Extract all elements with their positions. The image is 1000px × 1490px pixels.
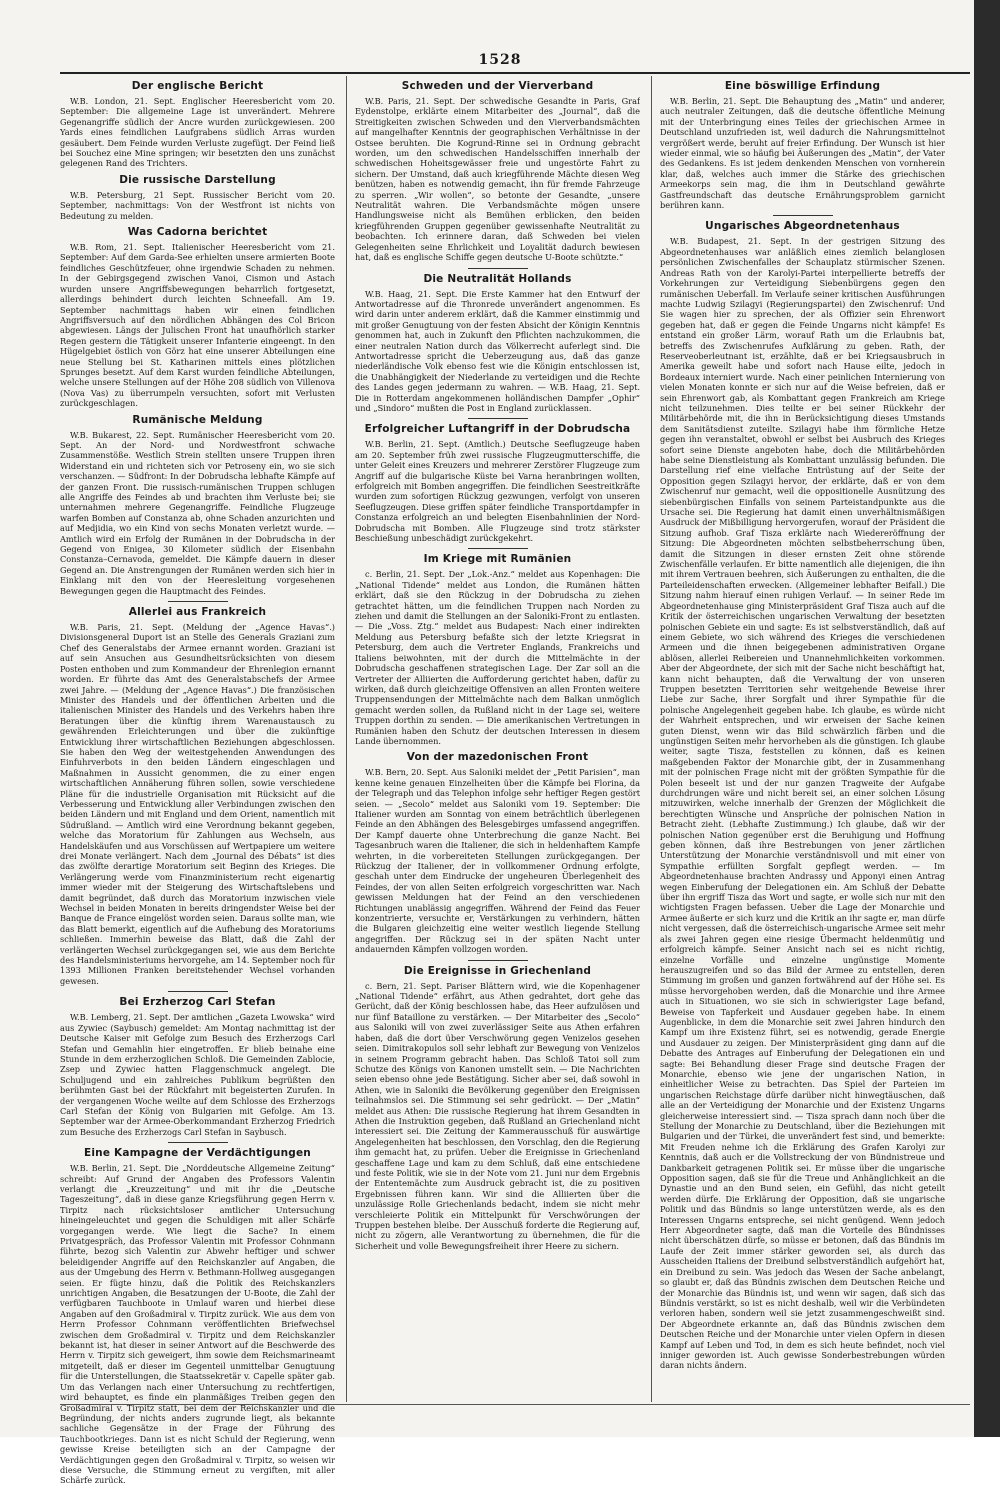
column-middle	[355, 76, 640, 1255]
separator-rule	[468, 418, 528, 419]
article-heading: Was Cadorna berichtet	[127, 226, 268, 239]
article-heading: Von der mazedonischen Front	[406, 751, 589, 764]
article	[355, 272, 640, 414]
separator-rule	[168, 991, 228, 992]
article	[60, 413, 335, 597]
article-text: W.B. Haag, 21. Sept. Die Erste Kammer hat den Entwurf der Antwortadresse auf die Thronrede unverändert angenommen. Es wird darin unter anderem erklärt, daß die Kammer einstimmig und mit großer Genugtuung von der festen Absicht der Königin Kenntnis genommen hat, auch in Zukunft den Pflichten nachzukommen, die einer neutralen Nation durch das Völkerrecht auferlegt sind. Die Antwortadresse spricht die Ueberzeugung aus, daß das ganze niederländische Volk ebenso fest wie die Königin entschlossen ist, die Unabhängigkeit der Niederlande zu verteidigen und die Rechte des Landes gegen jedermann zu wahren. — W.B. Haag, 21. Sept. Die in Rotterdam angekommenen holländischen Dampfer „Ophir“ und „Sindoro“ mußten die Post in England zurücklassen.	[355, 288, 640, 413]
article-heading: Die Neutralität Hollands	[423, 272, 572, 285]
article-heading: Ungarisches Abgeordnetenhaus	[705, 220, 900, 233]
article-heading: Im Kriege mit Rumänien	[423, 553, 572, 566]
separator-rule	[468, 960, 528, 961]
article-heading: Die russische Darstellung	[119, 173, 276, 186]
article	[660, 219, 945, 1370]
article	[60, 1146, 335, 1486]
article	[60, 995, 335, 1137]
article-text: c. Berlin, 21. Sept. Der „Lok.-Anz.“ meldet aus Kopenhagen: Die „National Tidende“ meldet aus London, die Rumänen hätten erklärt, daß sie den Rückzug in der Dobrudscha zu ziehen getrachtet hätten, um die feindlichen Truppen nach Norden zu ziehen und damit die Stellungen an der Saloniki-Front zu entlasten. — Die „Voss. Ztg.“ meldet aus Budapest: Nach einer indirekten Meldung aus Petersburg befaßte sich der letzte Kriegsrat in Petersburg, dem auch die Vertreter Englands, Frankreichs und Italiens beiwohnten, mit der durch die Mittelmächte in der Dobrudscha geschaffenen strategischen Lage. Der Zar soll an die Vertreter der Alliierten die Aufforderung gerichtet haben, dafür zu wirken, daß durch gleichzeitige Offensiven an allen Fronten weitere Truppensendungen der Mittelmächte nach dem Balkan unmöglich gemacht werden sollen, da Rußland nicht in der Lage sei, weitere Truppen dorthin zu senden. — Die amerikanischen Vertretungen in Rumänien haben den Schutz der deutschen Interessen in diesem Lande übernommen.	[355, 569, 640, 746]
article-text: W.B. London, 21. Sept. Englischer Heeresbericht vom 20. September: Die allgemeine Lage ist unverändert. Mehrere Gegenangriffe südlich der Ancre wurden zurückgewiesen. 200 Yards eines feindlichen Laufgrabens südlich Arras wurden gesäubert. Dem Feinde wurden Verluste zugefügt. Der Feind ließ bei Souchez eine Mine springen; wir besetzten den uns zunächst gelegenen Rand des Trichters.	[60, 96, 335, 169]
column-right	[660, 76, 945, 1375]
separator-rule	[468, 268, 528, 269]
separator-rule	[773, 215, 833, 216]
article-text: W.B. Petersburg, 21 Sept. Russischer Bericht vom 20. September, nachmittags: Von der Westfront ist nichts von Bedeutung zu melden.	[60, 189, 335, 221]
article-heading: Eine böswillige Erfindung	[724, 80, 881, 92]
article-heading: Allerlei aus Frankreich	[128, 606, 267, 619]
top-rule	[60, 72, 970, 74]
article-heading: Rumänische Meldung	[132, 413, 263, 426]
article-heading: Schweden und der Vierverband	[401, 80, 594, 92]
separator-rule	[168, 1142, 228, 1143]
page-edge-shadow	[974, 0, 1000, 1437]
article	[355, 79, 640, 263]
article-text: W.B. Bern, 20. Sept. Aus Saloniki meldet der „Petit Parisien“, man kenne keine genauen Einzelheiten über die Kämpfe bei Florina, da der Telegraph und das Telephon infolge sehr heftiger Regen gestört seien. — „Secolo“ meldet aus Saloniki vom 19. September: Die Italiener wurden am Sonntag von einem beträchtlich überlegenen Feinde an den Abhängen des Belesgebirges umfassend angegriffen. Der Kampf dauerte ohne Unterbrechung die ganze Nacht. Bei Tagesanbruch waren die Italiener, die sich in heldenhaftem Kampfe wehrten, in die vorbereiteten Stellungen zurückgegangen. Der Rückzug der Italiener, der in vollkommener Ordnung erfolgte, geschah unter dem Eindrucke der ungeheuren Überlegenheit des Feindes, der von allen Seiten erfolgreich vorgeschritten war. Nach gewissen Meldungen hat der Feind an den verschiedenen Richtungen unablässig angegriffen. Während der Feind das Feuer konzentrierte, versuchte er, Verstärkungen zu verhindern, hätten die Bulgaren gleichzeitig eine weiter westlich liegende Stellung angegriffen. Der Rückzug sei in der späten Nacht unter andauernden Kämpfen vollzogen worden.	[355, 767, 640, 955]
article-text: W.B. Budapest, 21. Sept. In der gestrigen Sitzung des Abgeordnetenhauses war anläßlich eines ziemlich belanglosen persönlichen Zwischenfalles der Schauplatz stürmischer Szenen. Andreas Rath von der Karolyi-Partei interpellierte betreffs der Vorkehrungen zur Verteidigung Siebenbürgens gegen den rumänischen Ueberfall. Im Verlaufe seiner kritischen Ausführungen machte Ludwig Szilagyi (Regierungspartei) den Zwischenruf: Und Sie wagen hier zu sprechen, der als Offizier sein Ehrenwort gegeben hat, daß er gegen die Feinde Ungarns nicht kämpfe! Es entstand ein großer Lärm, worauf Rath um die Erlaubnis bat, betreffs des Zwischenrufes Aufklärung zu geben. Rath, der Reserveoberleutnant ist, erzählte, daß er bei Kriegsausbruch in Amerika geweilt habe und sofort nach Hause eilte, jedoch in Bordeaux interniert wurde. Nach einer peinlichen Internierung von vielen Monaten konnte er sich nur auf die Weise befreien, daß er sein Ehrenwort gab, als Kombattant gegen Frankreich am Kriege nicht teilzunehmen. Dies teilte er bei seiner Rückkehr der Militärbehörde mit, die ihn in Berücksichtigung dieses Umstands dem Sanitätsdienst zuteilte. Szilagyi habe ihm förmliche Hetze gegen ihn veranstaltet, obwohl er selbst bei Ausbruch des Krieges sofort seine Dienste angeboten habe, doch die Militärbehörden habe seine Dienstleistung als Kombattant unzulässig befunden. Die Darstellung rief eine vielfache Entrüstung auf der Seite der Opposition gegen Szilagyi hervor, der erklärte, daß er von dem Zwischenruf nur gemacht, weil die oppositionelle Ausnützung des siebenbürgischen Einfalls von seinem Parteistandpunkte aus die Ursache sei. Die Regierung hat damit einen unverhältnismäßigen Ausdruck der Mißbilligung hervorgerufen, worauf der Präsident die Sitzung aufhob. Graf Tisza erklärte nach Wiedereröffnung der Sitzung: Die Abgeordneten möchten selbstbeherrschung üben, damit die Sitzungen in dieser ernsten Zeit ohne störende Zwischenfälle verlaufen. Er bitte namentlich alle diejenigen, die ihn mit ihrem Vertrauen beehren, sich Äußerungen zu enthalten, die die Parteileidenschaften erwecken. (Allgemeiner lebhafter Beifall.) Die Sitzung nahm hierauf einen ruhigen Verlauf. — In seiner Rede im Abgeordnetenhause ging Ministerpräsident Graf Tisza auch auf die Kritik der österreichischen ungarischen Verwaltung der besetzten polnischen Gebiete ein und sagte: Es ist selbstverständlich, daß auf einem Gebiete, wo sich während des Krieges die verschiedenen Armeen und die ihnen beigegebenen administrativen Organe ablösen, allerlei Reibereien und Unannehmlichkeiten vorkommen. Aber der Abgeordnete, der sich mit der Sache nicht beschäftigt hat, kann nicht behaupten, daß die Verwaltung der von unseren Truppen besetzten Territorien sehr weitgehende Beweise ihrer Liebe zur Sache, ihrer Sorgfalt und ihrer Sympathie für die polnische Angelegenheit gegeben habe. Ich glaube, es würde nicht der Wahrheit entsprechen, und wir erweisen der Sache keinen guten Dienst, wenn wir das Bild schwärzlich färben und die ungünstigen Seiten mehr hervorheben als die günstigen. Ich glaube weiter, sagte Tisza, feststellen zu können, daß es keinen maßgebenden Faktor der Monarchie gibt, der in Zusammenhang mit der polnischen Frage nicht mit der größten Sympathie für die Polen beseelt ist und der nur ganzen Tragweite der Aufgabe durchdrungen wäre und nicht bereit sei, an einer solchen Lösung mitzuwirken, welche innerhalb der Grenzen der Möglichkeit die berechtigten Wünsche und Ansprüche der polnischen Nation in Betracht zieht. (Lebhafte Zustimmung.) Ich glaube, daß wir der polnischen Nation gegenüber erst die Beruhigung und Hoffnung geben können, daß ihre Bestrebungen von jener zärtlichen Unterstützung der Monarchie verständnisvoll und mit einer von Sympathie erfüllten Sorgfalt gepflegt werden. — Im Abgeordnetenhause brachten Andrassy und Apponyi einen Antrag wegen Einberufung der Delegationen ein. Am Schluß der Debatte über ihn ergriff Tisza das Wort und sagte, er wolle sich nur mit den wichtigsten Fragen befassen. Ueber die Lage der Monarchie und Armee äußerte er sich kurz und die Kritik an ihr sagte er, man dürfe nicht vergessen, daß die österreichisch-ungarische Armee seit mehr als zwei Jahren gegen eine riesige Übermacht heldenmütig und erfolgreich kämpfe. Seiner Ansicht nach sei es nicht richtig, einzelne Vorfälle und einzelne ungünstige Momente herauszugreifen und so das Bild der Armee zu entstellen, deren Stimmung im großen und ganzen fortwährend auf der Höhe sei. Es müsse hervorgehoben werden, daß die Monarchie und ihre Armee auch in Situationen, wo sie sich in schwierigster Lage befand, Beweise von Tapferkeit und Ausdauer gegeben habe. In einem Augenblicke, in dem die Monarchie seit zwei Jahren hindurch den Kampf um ihre Existenz führt, sei es notwendig, gerade Energie und Ausdauer zu zeigen. Der Ministerpräsident ging dann auf die Debatte des Antrages auf Einberufung der Delegationen ein und sagte: Bei Behandlung dieser Frage sind deutsche Fragen der Monarchie, ebenso wie jene der ungarischen Nation, in einheitlicher Weise zu betrachten. Das Spiel der Parteien im ungarischen Reichstage dürfe darüber nicht hinwegtäuschen, daß alle an der Verteidigung der Monarchie und der Existenz Ungarns gleicherweise interessiert sind. — Tisza sprach dann noch über die Stellung der Monarchie zu Deutschland, über die Beziehungen mit Bulgarien und der Türkei, die unverändert fest sind, und bemerkte: Mit Freuden nehme ich die Erklärung des Grafen Karolyi zur Kenntnis, daß auch er die Vollstreckung der von Bündnistreue und Dankbarkeit getragenen Politik sei. Er müsse über die ungarische Opposition sagen, daß sie für die Treue und Anhänglichkeit an die Dynastie und an den Bund seien, ein Gefühl, das nicht geteilt werden dürfe. Die Erklärung der Opposition, daß sie ungarische Politik und das Bündnis so lange unterstützen werde, als es den Interessen Ungarns entspreche, sei nicht genügend. Wenn jedoch Herr Abgeordneter sagte, daß man die Vorteile des Bündnisses nicht überschätzen dürfe, so müsse er betonen, daß das Bündnis im Laufe der Zeit immer stärker geworden sei, als durch das Ausscheiden Italiens der Dreibund selbstverständlich aufgehört hat, ein Dreibund zu sein. Was jedoch das Wesen der Sache anbelangt, so glaubt er, daß das Bündnis zwischen dem Deutschen Reiche und der Monarchie das Bündnis ist, und wenn wir sagen, daß sich das Bündnis verstärkt, so ist es nicht deshalb, weil wir die Verbündeten verloren haben, sondern weil sie jetzt zusammengeschweißt sind. Der Abgeordnete erkannte an, daß das Bündnis zwischen dem Deutschen Reiche und der Monarchie unter vielen Opfern in diesen Kampf auf Leben und Tod, in dem es sich heute befindet, noch viel inniger geworden ist. Auch gewisse Sonderbestrebungen würden daran nichts ändern.	[660, 236, 945, 1371]
article-text: W.B. Berlin, 21. Sept. Die Behauptung des „Matin“ und anderer, auch neutraler Zeitungen, daß die deutsche öffentliche Meinung mit der Unterbringung eines Teiles der griechischen Armee in Deutschland unzufrieden ist, weil dadurch die Nahrungsmittelnot vergrößert werde, beruht auf freier Erfindung. Der Wunsch ist hier wieder einmal, wie so häufig bei Äußerungen des „Matin“, der Vater des Gedankens. Es ist jedem denkenden Menschen von vornherein klar, daß, welches auch immer die Stärke des griechischen Armeekorps sein mag, die ihm in Deutschland gewährte Gastfreundschaft das deutsche Ernährungsproblem garnicht berühren kann.	[660, 96, 945, 211]
article	[60, 605, 335, 986]
article	[60, 225, 335, 409]
column-divider	[346, 76, 347, 1402]
article	[660, 79, 945, 210]
column-divider	[651, 76, 652, 1402]
article-text: W.B. Berlin, 21. Sept. Die „Norddeutsche Allgemeine Zeitung“ schreibt: Auf Grund der Angaben des Professors Valentin verlangt die „Kreuzzeitung“ und mit ihr die „Deutsche Tageszeitung“, daß in diese ganze Kriegsführung gegen Herrn v. Tirpitz nach rücksichtsloser amtlicher Untersuchung hineingeleuchtet und gegen die Schuldigen mit aller Schärfe vorgegangen werde. Wie liegt die Sache? In einem Privatgespräch, das Professor Valentin mit Professor Cohnmann führte, bezog sich Valentin zur Abwehr heftiger und schwer beleidigender Angriffe auf den Reichskanzler auf Angaben, die aus der Umgebung des Herrn v. Bethmann-Hollweg ausgegangen seien. Er fügte hinzu, daß die Politik des Reichskanzlers unrichtigen Angaben, die Besatzungen der U-Boote, die Zahl der verfügbaren Tauchboote in Umlauf waren und hierbei diese Angaben auf den Großadmiral v. Tirpitz zurück. Wie aus dem von Herrn Professor Cohnmann veröffentlichten Briefwechsel zwischen dem Großadmiral v. Tirpitz und dem Reichskanzler bekannt ist, hat dieser in seiner Antwort auf die Beschwerde des Herrn v. Tirpitz sich geweigert, ihm sowie dem Reichsmarineamt mitgeteilt, daß er dieser im Gegenteil unmittelbar Genugtuung für die Unterstellungen, die Staatssekretär v. Capelle später gab. Um das Verlangen nach einer Untersuchung zu rechtfertigen, wird behauptet, es finde ein planmäßiges Treiben gegen den Großadmiral v. Tirpitz statt, bei dem der Reichskanzler und die Begründung, der nichts anders zugrunde liegt, als bekannte sachliche Gegensätze in der Frage der Führung des Tauchbootkrieges. Dann ist es nicht Schuld der Regierung, wenn gewisse Kreise beteiligten sich an der Campagne der Verdächtigungen gegen den Großadmiral v. Tirpitz, so weisen wir diese Versuche, die Stimmung erneut zu vergiften, mit aller Schärfe zurück.	[60, 1163, 335, 1486]
article-text: W.B. Bukarest, 22. Sept. Rumänischer Heeresbericht vom 20. Sept. An der Nord- und Nordwestfront schwache Zusammenstöße. Westlich Strein stellten unsere Truppen ihren Widerstand ein und richteten sich vor Petroseny ein, wo sie sich verschanzen. — Südfront: In der Dobrudscha lebhafte Kämpfe auf der ganzen Front. Die russisch-rumänischen Truppen schlugen alle Angriffe des Feindes ab und brachten ihm Verluste bei; sie unternahmen mehrere Gegenangriffe. Feindliche Flugzeuge warfen Bomben auf Constanza ab, ohne Schaden anzurichten und auf Medjidia, wo ein Kind von sechs Monaten verletzt wurde. — Amtlich wird ein Erfolg der Rumänen in der Dobrudscha in der Gegend von Enigea, 30 Kilometer südlich der Eisenbahn Constanza–Cernavoda, gemeldet. Die Kämpfe dauern in dieser Gegend an. Die Anstrengungen der Rumänen werden sich hier in Einklang mit den von der Heeresleitung vorgesehenen Bewegungen gegen die Hauptmacht des Feindes.	[60, 429, 335, 596]
article	[60, 79, 335, 169]
article-heading: Der englische Bericht	[131, 80, 264, 92]
separator-rule	[468, 548, 528, 549]
column-left	[60, 76, 335, 1490]
article-heading: Erfolgreicher Luftangriff in der Dobrudscha	[364, 423, 631, 436]
article-text: W.B. Lemberg, 21. Sept. Der amtlichen „Gazeta Lwowska“ wird aus Zywiec (Saybusch) gemeldet: Am Montag nachmittag ist der Deutsche Kaiser mit Gefolge zum Besuch des Erzherzogs Carl Stefan und Gemahlin hier eingetroffen. Er blieb beinahe eine Stunde in dem erzherzoglichen Schloß. Die Gemeinden Zablocie, Zsep und Zywiec hatten Flaggenschmuck angelegt. Die Schuljugend und ein zahlreiches Publikum begrüßten den berühmten Gast bei der Rückfahrt mit begeisterten Zurufen. In der vergangenen Woche weilte auf dem Schlosse des Erzherzogs Carl Stefan der König von Bulgarien mit Gefolge. Am 13. September war der Armee-Oberkommandant Erzherzog Friedrich zum Besuche des Erzherzogs Carl Stefan in Saybusch.	[60, 1012, 335, 1137]
article-heading: Bei Erzherzog Carl Stefan	[119, 996, 276, 1009]
article-text: W.B. Paris, 21. Sept. (Meldung der „Agence Havas“.) Divisionsgeneral Duport ist an Stelle des Generals Graziani zum Chef des Generalstabs der Armee ernannt worden. Graziani ist auf sein Ansuchen aus Gesundheitsrücksichten von diesem Posten enthoben und zum Kommandeur der Ehrenlegion ernannt worden. Er führte das Amt des Generalstabschefs der Armee zwei Jahre. — (Meldung der „Agence Havas“.) Die französischen Minister des Handels und der öffentlichen Arbeiten und die italienischen Minister des Handels und des Verkehrs haben ihre Beratungen über die künftig ihrem Warenaustausch zu gewährenden Erleichterungen und über die zukünftige Entwicklung ihrer wirtschaftlichen Beziehungen abgeschlossen. Sie haben den Weg der weitestgehenden Anwendungen des Einfuhrverbots in den beiden Ländern eingeschlagen und Maßnahmen in Aussicht genommen, die zu einer engen wirtschaftlichen Annäherung führen sollen, sowie verschiedene Pläne für die industrielle Organisation mit Rücksicht auf die Verbesserung und Entwicklung aller Verbindungen zwischen den beiden Ländern und mit England und dem Orient, namentlich mit Südrußland. — Amtlich wird eine Verordnung bekannt gegeben, welche das Moratorium für Zahlungen aus Wechseln, aus Handelskäufen und aus Vorschüssen auf Wertpapiere um weitere drei Monate verlängert. Nach dem „Journal des Débats“ ist dies das zwölfte derartige Moratorium seit Beginn des Krieges. Die Verlängerung werde vom Finanzministerium recht eigenartig immer wieder mit der Steigerung des Wirtschaftslebens und damit begründet, daß durch das Moratorium inzwischen viele Wechsel in beiden Monaten in bereits dringendster Weise bei der Banque de France eingelöst worden seien. Daraus sollte man, wie das Blatt bemerkt, eigentlich auf die Aufhebung des Moratoriums schließen. Immerhin beweise das Blatt, daß die Zahl der verlängerten Wechsel zurückgegangen sei, wie aus dem Berichte des Handelsministeriums hervorgehe, am 14. September noch für 1393 Millionen Franken bereitstehender Wechsel vorhanden gewesen.	[60, 622, 335, 986]
article-text: W.B. Berlin, 21. Sept. (Amtlich.) Deutsche Seeflugzeuge haben am 20. September früh zwei russische Flugzeugmutterschiffe, die unter Geleit eines Kreuzers und mehrerer Zerstörer Flugzeuge zum Angriff auf die bulgarische Küste bei Varna heranbringen wollten, erfolgreich mit Bomben angegriffen. Die feindlichen Seestreitkräfte wurden zum sofortigen Rückzug gezwungen, verfolgt von unseren Seeflugzeugen. Diese griffen später feindliche Transportdampfer in Constanza erfolgreich an und belegten Eisenbahnlinien der Nord-Dobrudscha mit Bomben. Alle Flugzeuge sind trotz stärkster Beschießung unbeschädigt zurückgekehrt.	[355, 439, 640, 544]
article-text: W.B. Rom, 21. Sept. Italienischer Heeresbericht vom 21. September: Auf dem Garda-See erhielten unsere armierten Boote feindliches Geschützfeuer, ohne irgendwie Schaden zu nehmen. In der Gebirgsgegend zwischen Vanoi, Cismon und Astach wurden unsere Angriffsbewegungen beharrlich fortgesetzt, allerdings behindert durch leichten Schneefall. Am 19. September nachmittags haben wir einen feindlichen Angriffsversuch auf den nördlichen Abhängen des Col Bricon abgewiesen. Längs der Julischen Front hat unaufhörlich starker Regen gestern die Tätigkeit unserer Infanterie eingeengt. In den Hügelgebiet östlich von Görz hat eine unserer Abteilungen eine neue Stellung bei St. Katharinen mittels eines plötzlichen Sprunges besetzt. Auf dem Karst wurden feindliche Abteilungen, welche unsere Stellungen auf der Höhe 208 südlich von Villenova (Nova Vas) zu überrumpeln versuchten, sofort mit Verlusten zurückgeschlagen.	[60, 242, 335, 409]
article-text: c. Bern, 21. Sept. Pariser Blättern wird, wie die Kopenhagener „National Tidende“ erfährt, aus Athen gedrahtet, dort gehe das Gerücht, daß der König beschlossen habe, das Heer aufzulösen und nur fünf Bataillone zu verstärken. — Der Mitarbeiter des „Secolo“ aus Saloniki will von zwei zuverlässiger Seite aus Athen erfahren haben, daß die dort über Verschwörung gegen Venizelos gesehen seien. Dimitrakopulos soll sehr lebhaft zur Bewegung von Venizelos in seinem Programm gebracht haben. Das Schloß Tatoi soll zum Schutze des Königs von Kanonen umstellt sein. — Die Nachrichten seien ebenso ohne jede Bestätigung. Sicher aber sei, daß sowohl in Athen, wie in Saloniki die Bevölkerung gegenüber den Ereignissen teilnahmslos sei. Die Stimmung sei sehr gedrückt. — Der „Matin“ meldet aus Athen: Die russische Regierung hat ihrem Gesandten in Athen die Instruktion gegeben, daß Rußland an Griechenland nicht interessiert sei. Die Zeitung der Kammerausschuß für auswärtige Angelegenheiten hat beschlossen, den Vorschlag, den die Regierung ihm gemacht hat, zu prüfen. Ueber die Ereignisse in Griechenland geschaffene Lage und kam zu dem Schluß, daß eine entschiedene und feste Politik, wie sie in der Note vom 21. Juni nur dem Ergebnis der Ententemächte zum Ausdruck gebracht ist, die zu positiven Ergebnissen führen kann. Wir sind die Alliierten über die unzulässige Rolle Griechenlands bedacht, indem sie nicht mehr verschleierte Politik ein Mittelpunkt für Verschwörungen der Truppen bestehen bleibe. Der Ausschuß forderte die Regierung auf, nicht zu zögern, alle Verantwortung zu übernehmen, die für die Sicherheit und volle Bewegungsfreiheit ihrer Heere zu sichern.	[355, 980, 640, 1251]
article-heading: Die Ereignisse in Griechenland	[403, 964, 592, 977]
article	[60, 173, 335, 221]
page-number: 1528	[478, 52, 522, 68]
bottom-rule	[60, 1404, 970, 1405]
article-heading: Eine Kampagne der Verdächtigungen	[84, 1147, 311, 1160]
article-text: W.B. Paris, 21. Sept. Der schwedische Gesandte in Paris, Graf Eydenstolpe, erklärte einem Mitarbeiter des „Journal“, daß die Streitigkeiten zwischen Schweden und den Vierverbandsmächten auf mangelhafter Kenntnis der geographischen Verhältnisse in der Ostsee beruhten. Die Kogrund-Rinne sei in Ordnung gebracht worden, um den schwedischen Handelsschiffen innerhalb der schwedischen Hoheitsgewässer freie und ungestörte Fahrt zu sichern. Der Umstand, daß auch kriegführende Mächte diesen Weg benützen, haben es notwendig gemacht, ihn für fremde Fahrzeuge zu sperren. „Wir wollen“, so betonte der Gesandte, „unsere Neutralität wahren. Die Verbandsmächte mögen unsere Handlungsweise nicht als Bemühen erblicken, den beiden kriegführenden Gruppen gegenüber gewissenhafte Neutralität zu beobachten. Ich erinnere daran, daß Schweden bei vielen Gelegenheiten seine Ehrlichkeit und Loyalität dadurch bewiesen hat, daß es englische Schiffe gegen deutsche U-Boote schützte.“	[355, 96, 640, 263]
article	[355, 422, 640, 543]
separator-rule	[168, 601, 228, 602]
article	[355, 750, 640, 954]
article	[355, 964, 640, 1252]
article	[355, 552, 640, 746]
